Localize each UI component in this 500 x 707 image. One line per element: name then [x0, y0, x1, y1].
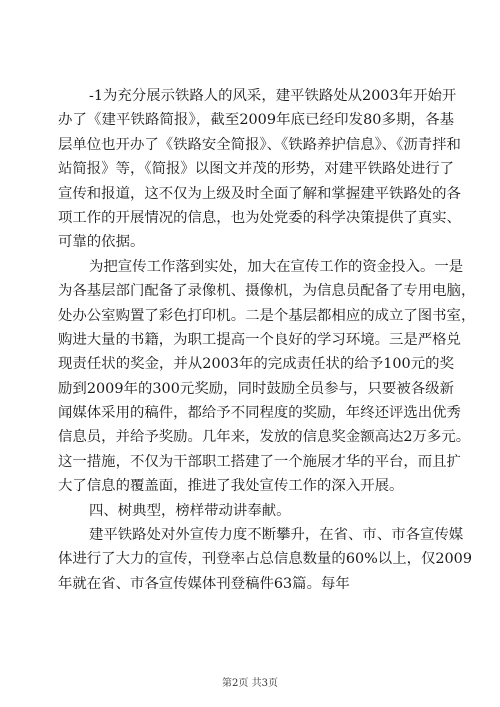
text-line: 四、树典型，榜样带动讲奉献。 — [89, 502, 291, 519]
paragraph — [58, 523, 472, 596]
text-line: 处办公室购置了彩色打印机。二是个基层都相应的成立了图书室， — [58, 307, 476, 324]
text-line: 闻媒体采用的稿件，都给予不同程度的奖励，年终还评选出优秀 — [58, 405, 461, 422]
text-line: 这一措施，不仅为干部职工搭建了一个施展才华的平台，而且扩 — [58, 453, 461, 470]
text-line: 层单位也开办了《铁路安全简报》、《铁路养护信息》、《沥青拌和 — [58, 136, 461, 153]
text-line: 项工作的开展情况的信息，也为处党委的科学决策提供了真实、 — [58, 209, 461, 226]
text-line: 建平铁路处对外宣传力度不断攀升，在省、市、市各宣传媒 — [89, 527, 464, 544]
text-line: 体进行了大力的宣传，刊登率占总信息数量的60%以上，仅2009 — [58, 551, 472, 568]
text-line: 信息员，并给予奖励。几年来，发放的信息奖金额高达2万多元。 — [58, 429, 471, 446]
paragraph — [58, 499, 454, 523]
text-line: 为把宣传工作落到实处，加大在宣传工作的资金投入。一是 — [89, 258, 464, 275]
text-line: -1为充分展示铁路人的风采，建平铁路处从2003年开始开 — [89, 88, 457, 104]
paragraph — [58, 84, 461, 255]
text-line: 年就在省、市各宣传媒体刊登稿件63篇。每年 — [58, 575, 350, 592]
page-footer: 第2页 共3页 — [222, 678, 278, 689]
text-line: 站简报》等，《简报》以图文并茂的形势，对建平铁路处进行了 — [58, 161, 454, 178]
text-line: 励到2009年的300元奖励，同时鼓励全员参与，只要被各级新 — [58, 380, 454, 397]
text-line: 宣传和报道，这不仅为上级及时全面了解和掌握建平铁路处的各 — [58, 185, 461, 202]
document-body — [58, 84, 476, 596]
text-line: 办了《建平铁路简报》，截至2009年底已经印发80多期，各基 — [58, 112, 454, 129]
text-line: 购进大量的书籍，为职工提高一个良好的学习环境。三是严格兑 — [58, 331, 461, 348]
paragraph — [58, 255, 476, 499]
text-line: 可靠的依据。 — [58, 234, 145, 251]
text-line: 现责任状的奖金，并从2003年的完成责任状的给予100元的奖 — [58, 356, 454, 373]
text-line: 大了信息的覆盖面，推进了我处宣传工作的深入开展。 — [58, 478, 404, 495]
text-line: 为各基层部门配备了录像机、摄像机，为信息员配备了专用电脑， — [58, 283, 476, 300]
